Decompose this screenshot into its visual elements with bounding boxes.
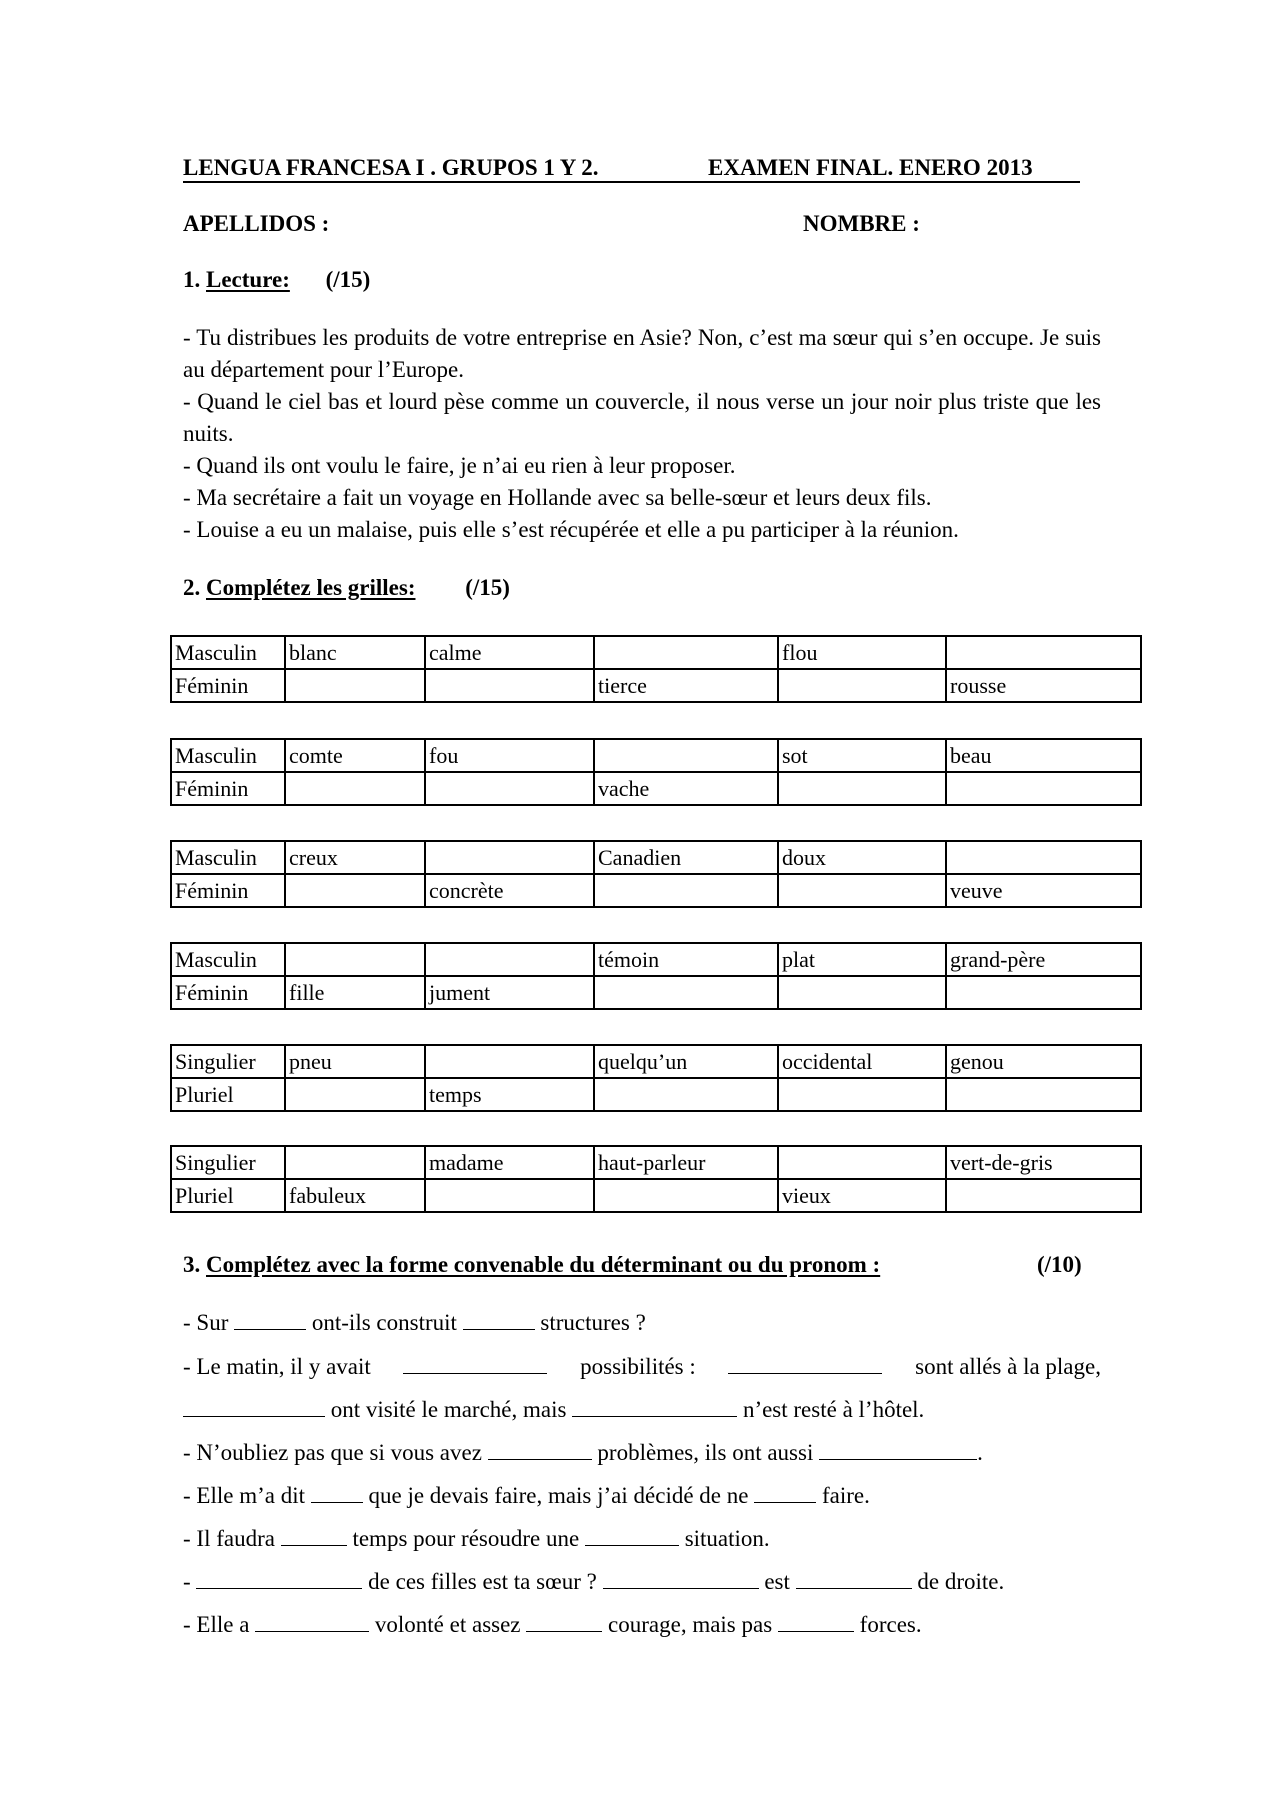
- grid-cell[interactable]: grand-père: [946, 943, 1141, 976]
- grid-cell[interactable]: [778, 1078, 946, 1111]
- grid-cell: Masculin: [171, 636, 285, 669]
- grid-table: [170, 635, 1142, 703]
- grid-cell[interactable]: quelqu’un: [594, 1045, 778, 1078]
- grid-cell[interactable]: madame: [425, 1146, 594, 1179]
- grid-cell[interactable]: plat: [778, 943, 946, 976]
- section3-number: 3.: [183, 1252, 201, 1277]
- grid-cell[interactable]: flou: [778, 636, 946, 669]
- answer-blank[interactable]: [603, 1568, 759, 1589]
- grid-row: [171, 1045, 1141, 1078]
- section1-heading: [183, 264, 370, 296]
- exercise-text: - Sur: [183, 1310, 229, 1335]
- grid-cell[interactable]: occidental: [778, 1045, 946, 1078]
- exercise-text: forces.: [859, 1612, 922, 1637]
- grid-cell[interactable]: [285, 943, 425, 976]
- grid-row: [171, 943, 1141, 976]
- grid-cell[interactable]: [946, 1078, 1141, 1111]
- exercise-line: [183, 1566, 1004, 1598]
- exercise-line: [183, 1523, 770, 1555]
- section3-heading: [183, 1249, 880, 1281]
- grid-cell[interactable]: fabuleux: [285, 1179, 425, 1212]
- grid-cell[interactable]: [285, 874, 425, 907]
- exercise-text: n’est resté à l’hôtel.: [742, 1397, 925, 1422]
- grid-row: [171, 1146, 1141, 1179]
- exercise-text: - N’oubliez pas que si vous avez: [183, 1440, 482, 1465]
- grid-row: [171, 1078, 1141, 1111]
- answer-blank[interactable]: [796, 1568, 912, 1589]
- grid-cell[interactable]: fille: [285, 976, 425, 1009]
- grid-cell: Féminin: [171, 976, 285, 1009]
- section1-score: (/15): [325, 267, 371, 292]
- grid-cell[interactable]: jument: [425, 976, 594, 1009]
- grid-cell[interactable]: beau: [946, 739, 1141, 772]
- exercise-line: [183, 1609, 922, 1641]
- exercise-text: .: [977, 1440, 983, 1465]
- answer-blank[interactable]: [819, 1439, 977, 1460]
- answer-blank[interactable]: [234, 1309, 306, 1330]
- grid-table: [170, 738, 1142, 806]
- grid-row: [171, 874, 1141, 907]
- grid-table: [170, 942, 1142, 1010]
- grid-cell[interactable]: [285, 669, 425, 702]
- section3-title: Complétez avec la forme convenable du déterminant ou du pronom :: [206, 1252, 881, 1277]
- grid-cell[interactable]: [285, 1146, 425, 1179]
- grid-row: [171, 669, 1141, 702]
- grid-cell[interactable]: [425, 772, 594, 805]
- answer-blank[interactable]: [488, 1439, 592, 1460]
- grid-cell[interactable]: fou: [425, 739, 594, 772]
- grid-row: [171, 1179, 1141, 1212]
- answer-blank[interactable]: [728, 1353, 882, 1374]
- exercise-text: problèmes, ils ont aussi: [597, 1440, 814, 1465]
- section2-title: Complétez les grilles:: [206, 575, 416, 600]
- exercise-text: ont visité le marché, mais: [330, 1397, 567, 1422]
- exercise-line: [183, 1394, 924, 1426]
- grid-cell[interactable]: [946, 636, 1141, 669]
- exercise-text: - Il faudra: [183, 1526, 275, 1551]
- grid-cell[interactable]: [594, 1179, 778, 1212]
- exercise-text: -: [183, 1569, 191, 1594]
- grid-cell[interactable]: [594, 739, 778, 772]
- grid-cell: Féminin: [171, 772, 285, 805]
- exercise-line: [183, 1437, 983, 1469]
- answer-blank[interactable]: [311, 1482, 363, 1503]
- grid-cell[interactable]: [946, 976, 1141, 1009]
- grid-table: [170, 840, 1142, 908]
- exercise-text: structures ?: [540, 1310, 646, 1335]
- grid-cell[interactable]: [594, 976, 778, 1009]
- reading-sentence: - Quand ils ont voulu le faire, je n’ai eu rien à leur proposer.: [183, 453, 736, 478]
- exercise-text: volonté et assez: [374, 1612, 521, 1637]
- grid-cell[interactable]: doux: [778, 841, 946, 874]
- reading-sentence: - Tu distribues les produits de votre entreprise en Asie? Non, c’est ma sœur qui s’en occupe. Je suis au département pour l’Europe.: [183, 325, 1101, 382]
- answer-blank[interactable]: [572, 1396, 737, 1417]
- grid-cell: Masculin: [171, 841, 285, 874]
- grid-cell[interactable]: pneu: [285, 1045, 425, 1078]
- answer-blank[interactable]: [403, 1353, 547, 1374]
- answer-blank[interactable]: [196, 1568, 362, 1589]
- grid-cell[interactable]: vert-de-gris: [946, 1146, 1141, 1179]
- section2-number: 2.: [183, 575, 201, 600]
- grid-cell[interactable]: [946, 772, 1141, 805]
- name-label: NOMBRE :: [803, 211, 920, 236]
- grid-cell[interactable]: [425, 1179, 594, 1212]
- grid-cell[interactable]: blanc: [285, 636, 425, 669]
- grid-cell[interactable]: vieux: [778, 1179, 946, 1212]
- grid-cell[interactable]: [778, 669, 946, 702]
- grid-cell[interactable]: [425, 669, 594, 702]
- section1-number: 1.: [183, 267, 201, 292]
- grid-cell[interactable]: [594, 1078, 778, 1111]
- exercise-line: [183, 1480, 870, 1512]
- grid-cell[interactable]: Canadien: [594, 841, 778, 874]
- grid-cell[interactable]: [594, 636, 778, 669]
- surname-label: APELLIDOS :: [183, 211, 330, 236]
- grid-cell: Masculin: [171, 943, 285, 976]
- grid-cell: Masculin: [171, 739, 285, 772]
- section2-score: (/15): [465, 575, 510, 600]
- section2-heading: [183, 572, 510, 604]
- exam-title: EXAMEN FINAL. ENERO 2013: [708, 155, 1033, 180]
- grid-cell[interactable]: [594, 874, 778, 907]
- reading-sentence: - Louise a eu un malaise, puis elle s’est récupérée et elle a pu participer à la réunion.: [183, 517, 959, 542]
- answer-blank[interactable]: [255, 1611, 369, 1632]
- reading-sentence: - Quand le ciel bas et lourd pèse comme un couvercle, il nous verse un jour noir plus triste que les nuits.: [183, 389, 1101, 446]
- grid-row: [171, 636, 1141, 669]
- grid-cell[interactable]: [778, 1146, 946, 1179]
- exercise-text: que je devais faire, mais j’ai décidé de ne: [368, 1483, 749, 1508]
- exercise-text: - Elle m’a dit: [183, 1483, 305, 1508]
- grid-cell[interactable]: tierce: [594, 669, 778, 702]
- grid-cell[interactable]: [285, 1078, 425, 1111]
- exercise-text: - Le matin, il y avait: [183, 1354, 371, 1379]
- grid-cell: Féminin: [171, 669, 285, 702]
- answer-blank[interactable]: [463, 1309, 535, 1330]
- grid-cell[interactable]: temps: [425, 1078, 594, 1111]
- grid-cell[interactable]: [778, 772, 946, 805]
- grid-cell[interactable]: sot: [778, 739, 946, 772]
- grid-cell[interactable]: [285, 772, 425, 805]
- grid-table: [170, 1145, 1142, 1213]
- grid-cell[interactable]: veuve: [946, 874, 1141, 907]
- grid-cell[interactable]: [778, 874, 946, 907]
- grid-row: [171, 841, 1141, 874]
- grid-cell[interactable]: concrète: [425, 874, 594, 907]
- grid-cell[interactable]: [425, 841, 594, 874]
- answer-blank[interactable]: [183, 1396, 325, 1417]
- exercise-line: [183, 1351, 1101, 1383]
- grid-cell[interactable]: creux: [285, 841, 425, 874]
- grid-cell[interactable]: rousse: [946, 669, 1141, 702]
- exercise-text: ont-ils construit: [311, 1310, 457, 1335]
- answer-blank[interactable]: [778, 1611, 854, 1632]
- section1-title: Lecture:: [206, 267, 290, 292]
- exercise-text: est: [764, 1569, 790, 1594]
- grid-row: [171, 739, 1141, 772]
- exercise-text: courage, mais pas: [608, 1612, 773, 1637]
- grid-cell[interactable]: genou: [946, 1045, 1141, 1078]
- grid-table: [170, 1044, 1142, 1112]
- grid-row: [171, 772, 1141, 805]
- exercise-text: temps pour résoudre une: [352, 1526, 580, 1551]
- answer-blank[interactable]: [754, 1482, 816, 1503]
- exercise-text: de ces filles est ta sœur ?: [368, 1569, 597, 1594]
- grid-cell[interactable]: témoin: [594, 943, 778, 976]
- grid-cell[interactable]: [778, 976, 946, 1009]
- header-underline: [183, 181, 1080, 183]
- grid-cell: Pluriel: [171, 1179, 285, 1212]
- section3-score: (/10): [1037, 1252, 1082, 1277]
- grid-cell: Singulier: [171, 1045, 285, 1078]
- grid-cell[interactable]: [946, 1179, 1141, 1212]
- reading-sentence: - Ma secrétaire a fait un voyage en Hollande avec sa belle-sœur et leurs deux fils.: [183, 485, 932, 510]
- grid-cell: Pluriel: [171, 1078, 285, 1111]
- exercise-text: de droite.: [917, 1569, 1005, 1594]
- grid-cell[interactable]: [425, 943, 594, 976]
- grid-cell: Féminin: [171, 874, 285, 907]
- answer-blank[interactable]: [526, 1611, 602, 1632]
- answer-blank[interactable]: [585, 1525, 679, 1546]
- grid-cell: Singulier: [171, 1146, 285, 1179]
- answer-blank[interactable]: [281, 1525, 347, 1546]
- grid-cell[interactable]: haut-parleur: [594, 1146, 778, 1179]
- grid-cell[interactable]: [425, 1045, 594, 1078]
- exercise-text: situation.: [684, 1526, 770, 1551]
- exercise-text: sont allés à la plage,: [915, 1354, 1101, 1379]
- reading-text: [183, 322, 1101, 546]
- grid-row: [171, 976, 1141, 1009]
- exercise-line: [183, 1307, 646, 1339]
- grid-cell[interactable]: vache: [594, 772, 778, 805]
- grid-cell[interactable]: calme: [425, 636, 594, 669]
- exercise-text: possibilités :: [580, 1354, 696, 1379]
- exercise-text: faire.: [821, 1483, 870, 1508]
- exercise-text: - Elle a: [183, 1612, 250, 1637]
- grid-cell[interactable]: comte: [285, 739, 425, 772]
- course-title: LENGUA FRANCESA I . GRUPOS 1 Y 2.: [183, 155, 599, 180]
- grid-cell[interactable]: [946, 841, 1141, 874]
